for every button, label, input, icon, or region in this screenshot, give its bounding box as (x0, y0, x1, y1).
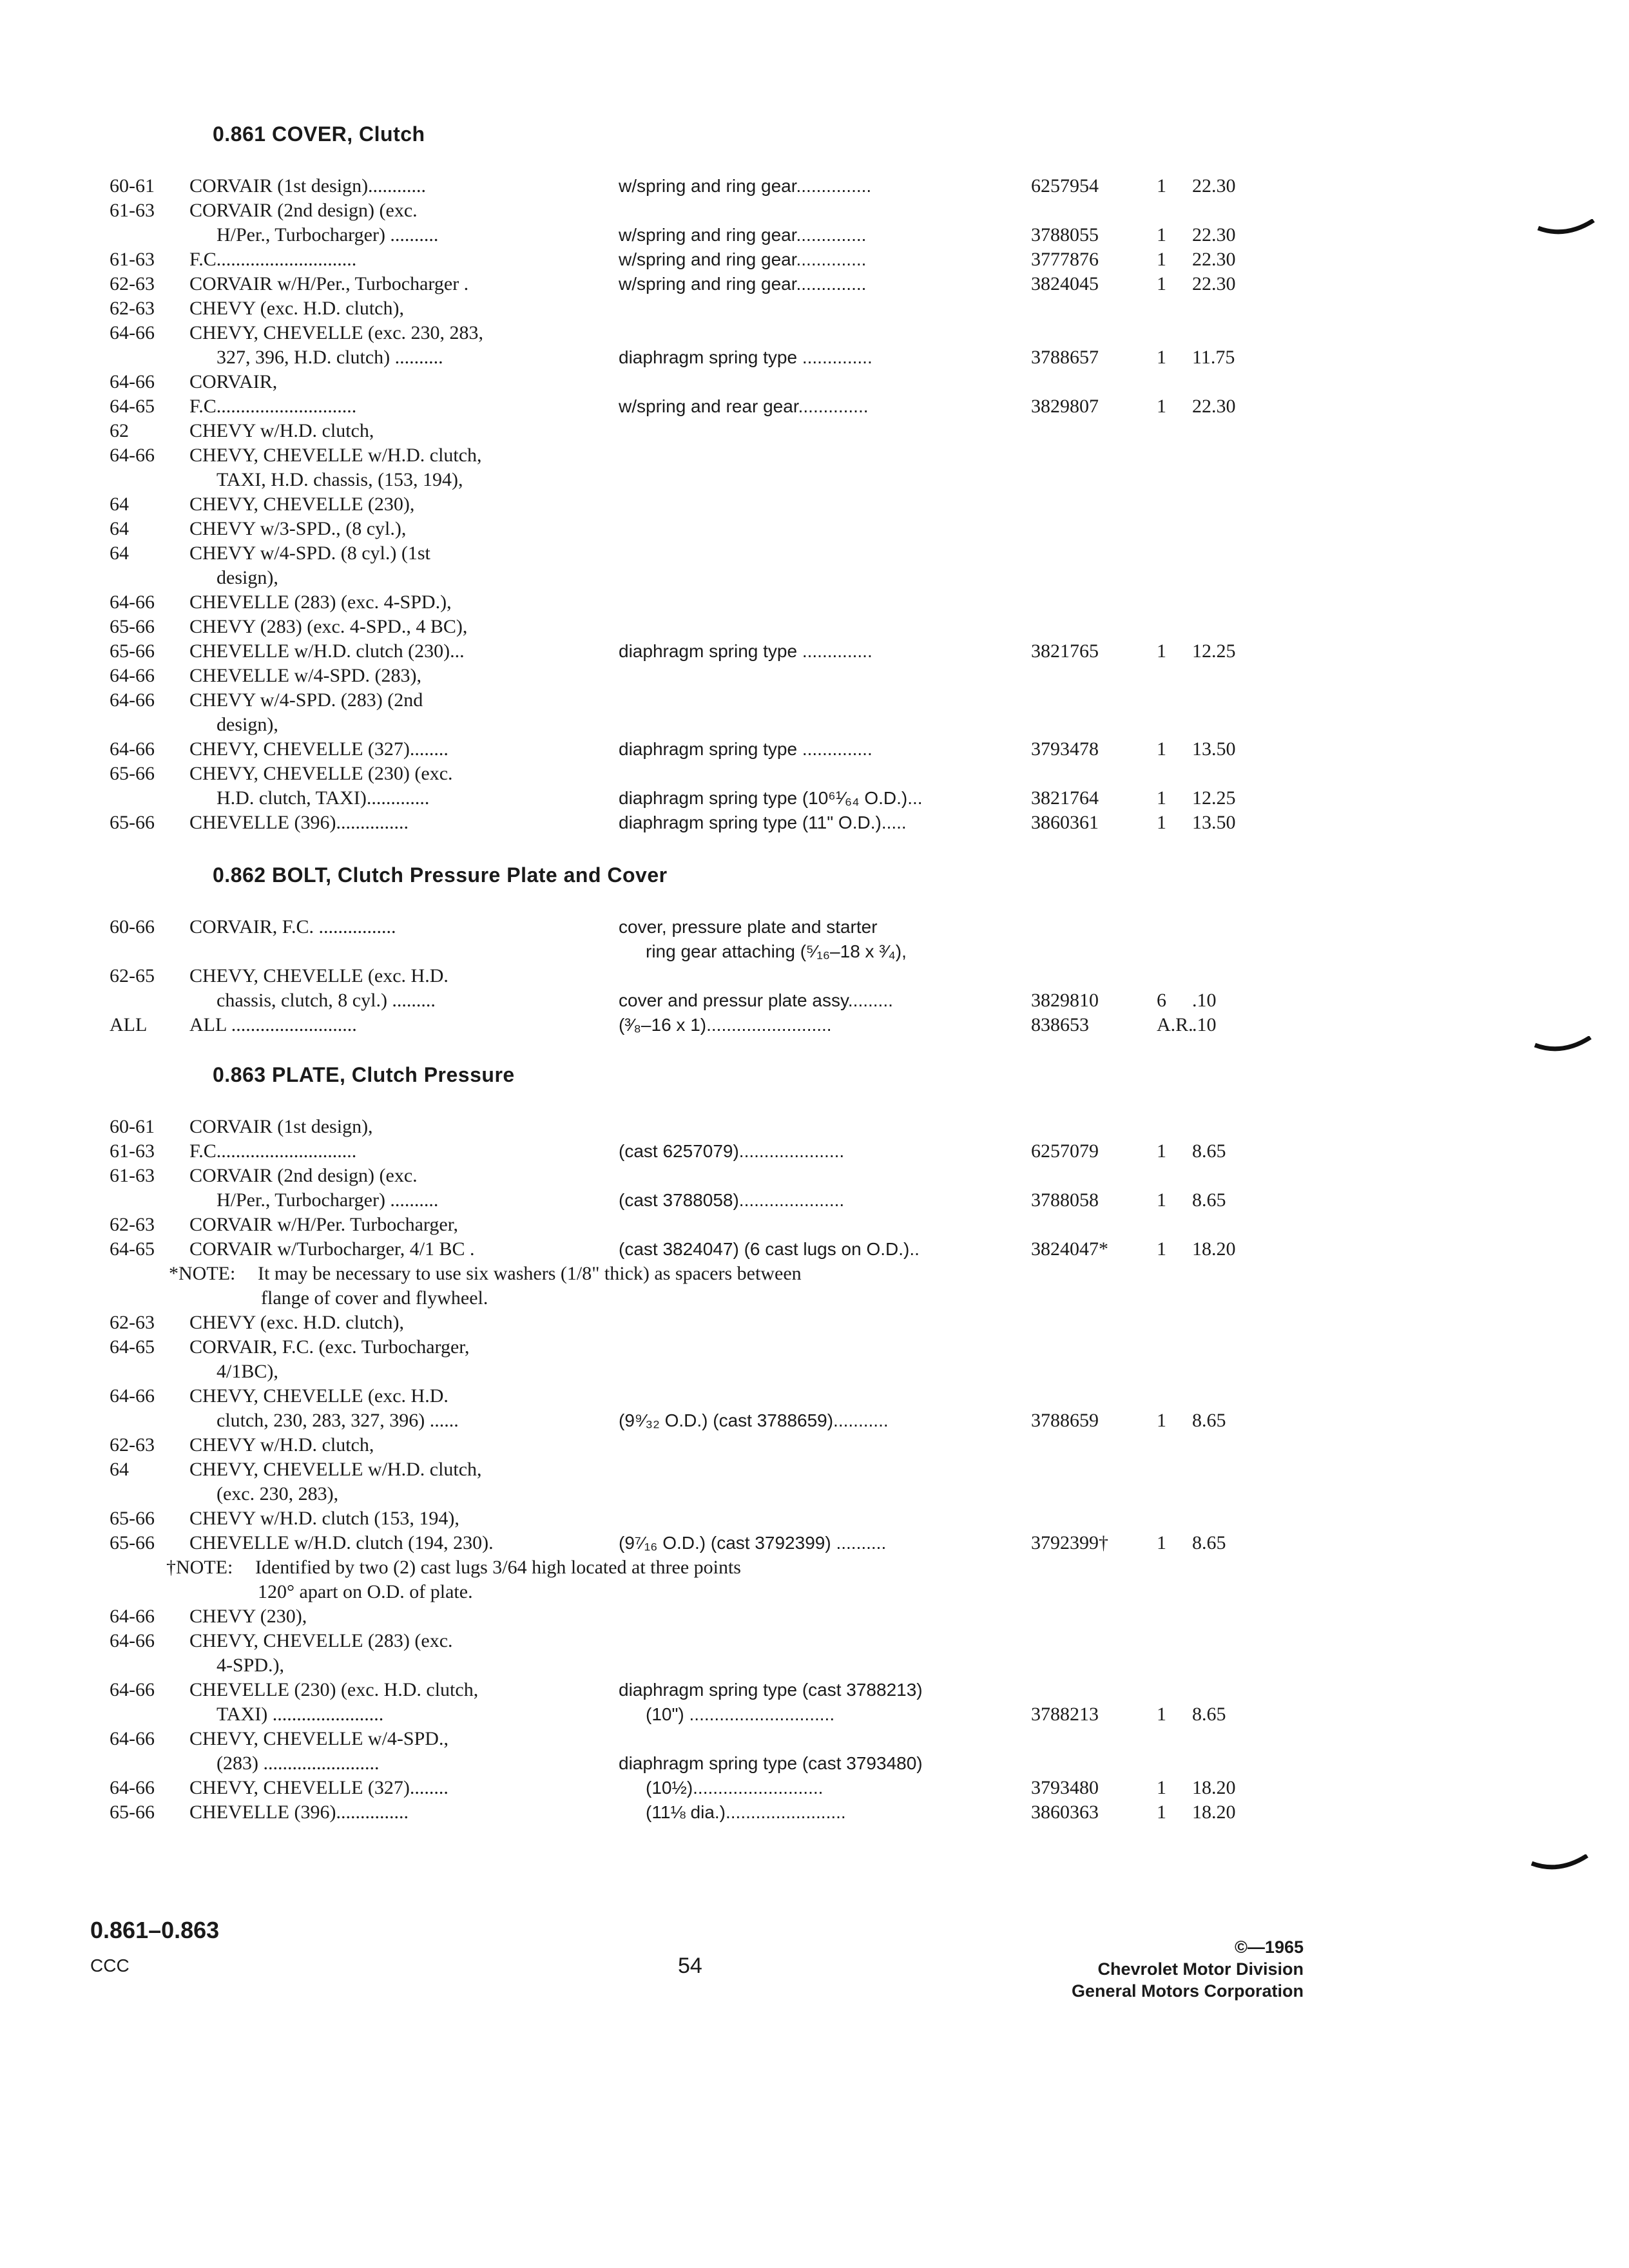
part-row (0, 1384, 1629, 1408)
year-cell: 64-66 (110, 689, 155, 711)
quantity-cell: 1 (1157, 1140, 1166, 1162)
year-cell: 64-66 (110, 445, 155, 466)
model-cell: CHEVY, CHEVELLE (230), (189, 494, 415, 515)
part-row (0, 664, 1629, 688)
model-cell: clutch, 230, 283, 327, 396) ...... (217, 1410, 459, 1431)
model-cell: 327, 396, H.D. clutch) .......... (217, 347, 443, 368)
model-cell: CHEVY w/H.D. clutch (153, 194), (189, 1508, 459, 1529)
part-row (0, 762, 1629, 786)
year-cell: 61-63 (110, 1140, 155, 1162)
part-number-cell: 3788213 (1031, 1704, 1099, 1725)
note-row (0, 1286, 1629, 1311)
year-cell: 64 (110, 1459, 129, 1480)
quantity-cell: 1 (1157, 738, 1166, 760)
year-cell: ALL (110, 1014, 148, 1035)
part-row (0, 1139, 1629, 1164)
part-row (0, 223, 1629, 247)
part-number-cell: 3792399† (1031, 1532, 1108, 1553)
price-cell: .10 (1192, 1014, 1217, 1035)
description-cell: (cast 3824047) (6 cast lugs on O.D.).. (619, 1239, 920, 1259)
part-row (0, 786, 1629, 811)
year-cell: 64-66 (110, 371, 155, 392)
part-number-cell: 3821764 (1031, 787, 1099, 809)
part-row (0, 1678, 1629, 1702)
part-row (0, 1457, 1629, 1482)
year-cell: 64-66 (110, 1679, 155, 1700)
quantity-cell: 1 (1157, 1189, 1166, 1211)
part-row (0, 713, 1629, 737)
description-cell: diaphragm spring type .............. (619, 739, 872, 759)
year-cell: 64-66 (110, 1385, 155, 1407)
section-title: 0.862 BOLT, Clutch Pressure Plate and Cover (213, 863, 668, 887)
section-title: 0.861 COVER, Clutch (213, 122, 425, 146)
part-row (0, 1629, 1629, 1653)
part-row (0, 517, 1629, 541)
model-cell: CHEVY (283) (exc. 4-SPD., 4 BC), (189, 616, 468, 637)
quantity-cell: 1 (1157, 224, 1166, 245)
parts-list (0, 174, 1629, 835)
quantity-cell: 1 (1157, 1238, 1166, 1260)
model-cell: CORVAIR, F.C. (exc. Turbocharger, (189, 1336, 470, 1358)
note-text: Identified by two (2) cast lugs 3/64 high located at three points (255, 1557, 741, 1578)
model-cell: (exc. 230, 283), (217, 1483, 339, 1504)
model-cell: CHEVY, CHEVELLE w/H.D. clutch, (189, 445, 482, 466)
part-number-cell: 3824047* (1031, 1238, 1108, 1260)
page-number: 54 (678, 1954, 702, 1978)
part-number-cell: 3860361 (1031, 812, 1099, 833)
description-cell: diaphragm spring type (10⁶¹⁄₆₄ O.D.)... (619, 788, 923, 808)
model-cell: design), (217, 714, 278, 735)
part-row (0, 1213, 1629, 1237)
year-cell: 65-66 (110, 1532, 155, 1553)
part-row (0, 1482, 1629, 1506)
model-cell: CHEVY, CHEVELLE (283) (exc. (189, 1630, 453, 1651)
quantity-cell: 1 (1157, 273, 1166, 294)
price-cell: 13.50 (1192, 738, 1236, 760)
part-number-cell: 3821765 (1031, 640, 1099, 662)
model-cell: CORVAIR (1st design), (189, 1116, 373, 1137)
part-row (0, 198, 1629, 223)
part-number-cell: 3793478 (1031, 738, 1099, 760)
model-cell: CORVAIR, (189, 371, 278, 392)
parts-list (0, 915, 1629, 1037)
year-cell: 64 (110, 543, 129, 564)
part-row (0, 1164, 1629, 1188)
description-cell: diaphragm spring type (cast 3788213) (619, 1680, 923, 1700)
part-row (0, 1335, 1629, 1360)
model-cell: CHEVY w/4-SPD. (283) (2nd (189, 689, 423, 711)
binder-mark-icon (1537, 219, 1595, 236)
price-cell: 18.20 (1192, 1777, 1236, 1798)
part-row (0, 1531, 1629, 1555)
part-row (0, 1360, 1629, 1384)
quantity-cell: 1 (1157, 1704, 1166, 1725)
note-row (0, 1262, 1629, 1286)
part-number-cell: 838653 (1031, 1014, 1089, 1035)
description-cell: diaphragm spring type .............. (619, 347, 872, 367)
price-cell: 11.75 (1192, 347, 1235, 368)
price-cell: 8.65 (1192, 1532, 1226, 1553)
model-cell: F.C............................. (189, 1140, 357, 1162)
description-cell: diaphragm spring type (11" O.D.)..... (619, 812, 907, 832)
model-cell: CORVAIR (1st design)............ (189, 175, 427, 197)
price-cell: .10 (1192, 990, 1217, 1011)
description-cell: diaphragm spring type .............. (619, 641, 872, 661)
part-row (0, 1115, 1629, 1139)
part-row (0, 321, 1629, 345)
year-cell: 64-66 (110, 322, 155, 343)
model-cell: 4/1BC), (217, 1361, 278, 1382)
model-cell: CHEVY, CHEVELLE w/H.D. clutch, (189, 1459, 482, 1480)
model-cell: design), (217, 567, 278, 588)
year-cell: 64-66 (110, 738, 155, 760)
year-cell: 61-63 (110, 1165, 155, 1186)
price-cell: 22.30 (1192, 249, 1236, 270)
part-row (0, 1311, 1629, 1335)
model-cell: CORVAIR (2nd design) (exc. (189, 200, 418, 221)
year-cell: 65-66 (110, 616, 155, 637)
quantity-cell: 1 (1157, 1532, 1166, 1553)
model-cell: CHEVY, CHEVELLE (exc. H.D. (189, 1385, 448, 1407)
model-cell: CHEVELLE (396)............... (189, 812, 409, 833)
price-cell: 22.30 (1192, 175, 1236, 197)
quantity-cell: 6 (1157, 990, 1166, 1011)
year-cell: 64-66 (110, 1777, 155, 1798)
year-cell: 62-63 (110, 273, 155, 294)
model-cell: H.D. clutch, TAXI)............. (217, 787, 430, 809)
model-cell: F.C............................. (189, 249, 357, 270)
footer-section-code: 0.861–0.863 (90, 1917, 220, 1943)
model-cell: H/Per., Turbocharger) .......... (217, 224, 439, 245)
model-cell: H/Per., Turbocharger) .......... (217, 1189, 439, 1211)
model-cell: CHEVELLE w/H.D. clutch (194, 230). (189, 1532, 494, 1553)
model-cell: CHEVY w/H.D. clutch, (189, 1434, 374, 1456)
note-text: It may be necessary to use six washers (1/8" thick) as spacers between (258, 1263, 802, 1284)
year-cell: 65-66 (110, 812, 155, 833)
description-cell: (cast 6257079)..................... (619, 1141, 845, 1161)
model-cell: CHEVY (230), (189, 1606, 307, 1627)
model-cell: CHEVY, CHEVELLE w/4-SPD., (189, 1728, 448, 1749)
part-row (0, 939, 1629, 964)
part-row (0, 419, 1629, 443)
copyright: ©—1965 (1235, 1937, 1304, 1957)
note-text: flange of cover and flywheel. (261, 1287, 488, 1309)
model-cell: ALL .......................... (189, 1014, 357, 1035)
part-row (0, 1506, 1629, 1531)
note-row (0, 1555, 1629, 1580)
year-cell: 62-63 (110, 1434, 155, 1456)
year-cell: 60-66 (110, 916, 155, 937)
model-cell: CHEVY, CHEVELLE (exc. 230, 283, (189, 322, 484, 343)
model-cell: chassis, clutch, 8 cyl.) ......... (217, 990, 436, 1011)
part-number-cell: 3788058 (1031, 1189, 1099, 1211)
part-row (0, 737, 1629, 762)
price-cell: 18.20 (1192, 1238, 1236, 1260)
part-row (0, 247, 1629, 272)
model-cell: CHEVELLE (230) (exc. H.D. clutch, (189, 1679, 479, 1700)
year-cell: 61-63 (110, 200, 155, 221)
part-row (0, 272, 1629, 296)
part-row (0, 468, 1629, 492)
model-cell: 4-SPD.), (217, 1655, 285, 1676)
corporation: General Motors Corporation (1071, 1981, 1304, 2001)
model-cell: CHEVY (exc. H.D. clutch), (189, 1312, 404, 1333)
description-cell: (9⁷⁄₁₆ O.D.) (cast 3792399) .......... (619, 1533, 887, 1553)
part-number-cell: 3788657 (1031, 347, 1099, 368)
footer-publisher (1072, 1936, 1304, 2002)
parts-list (0, 1115, 1629, 1825)
part-row (0, 615, 1629, 639)
binder-mark-icon (1530, 1854, 1588, 1871)
model-cell: CHEVELLE (396)............... (189, 1802, 409, 1823)
year-cell: 64-66 (110, 1630, 155, 1651)
year-cell: 64-65 (110, 1238, 155, 1260)
division: Chevrolet Motor Division (1097, 1959, 1304, 1979)
part-row (0, 174, 1629, 198)
part-row (0, 296, 1629, 321)
part-row (0, 394, 1629, 419)
price-cell: 8.65 (1192, 1140, 1226, 1162)
model-cell: CHEVY, CHEVELLE (exc. H.D. (189, 965, 448, 986)
part-row (0, 541, 1629, 566)
price-cell: 8.65 (1192, 1704, 1226, 1725)
note-prefix: *NOTE: (169, 1263, 236, 1284)
part-row (0, 964, 1629, 988)
part-row (0, 370, 1629, 394)
part-row (0, 915, 1629, 939)
quantity-cell: 1 (1157, 175, 1166, 197)
part-row (0, 1751, 1629, 1776)
year-cell: 64-66 (110, 1728, 155, 1749)
description-cell: w/spring and ring gear.............. (619, 249, 867, 269)
model-cell: CHEVELLE w/H.D. clutch (230)... (189, 640, 465, 662)
price-cell: 8.65 (1192, 1410, 1226, 1431)
description-cell: (11⅛ dia.)........................ (646, 1802, 846, 1822)
model-cell: CORVAIR w/H/Per. Turbocharger, (189, 1214, 458, 1235)
part-number-cell: 3829810 (1031, 990, 1099, 1011)
description-cell: (10½).......................... (646, 1778, 824, 1798)
part-number-cell: 6257954 (1031, 175, 1099, 197)
part-number-cell: 3860363 (1031, 1802, 1099, 1823)
part-row (0, 1237, 1629, 1262)
quantity-cell: 1 (1157, 1802, 1166, 1823)
footer-ccc: CCC (90, 1956, 130, 1975)
price-cell: 22.30 (1192, 224, 1236, 245)
year-cell: 62-65 (110, 965, 155, 986)
model-cell: CORVAIR w/H/Per., Turbocharger . (189, 273, 469, 294)
quantity-cell: 1 (1157, 1410, 1166, 1431)
part-number-cell: 6257079 (1031, 1140, 1099, 1162)
year-cell: 60-61 (110, 1116, 155, 1137)
model-cell: CORVAIR, F.C. ................ (189, 916, 396, 937)
part-number-cell: 3829807 (1031, 396, 1099, 417)
price-cell: 8.65 (1192, 1189, 1226, 1211)
price-cell: 12.25 (1192, 787, 1236, 809)
model-cell: F.C............................. (189, 396, 357, 417)
description-cell: w/spring and ring gear.............. (619, 274, 867, 294)
description-cell: (9⁹⁄₃₂ O.D.) (cast 3788659)........... (619, 1410, 889, 1430)
part-number-cell: 3777876 (1031, 249, 1099, 270)
year-cell: 64-66 (110, 591, 155, 613)
part-row (0, 1776, 1629, 1800)
part-row (0, 1433, 1629, 1457)
year-cell: 62 (110, 420, 129, 441)
part-row (0, 1013, 1629, 1037)
model-cell: CHEVY, CHEVELLE (327)........ (189, 738, 448, 760)
part-number-cell: 3788055 (1031, 224, 1099, 245)
model-cell: (283) ........................ (217, 1753, 380, 1774)
year-cell: 62-63 (110, 1214, 155, 1235)
model-cell: CHEVY w/4-SPD. (8 cyl.) (1st (189, 543, 430, 564)
model-cell: CHEVY, CHEVELLE (327)........ (189, 1777, 448, 1798)
description-cell: (³⁄₈–16 x 1)......................... (619, 1015, 832, 1035)
price-cell: 22.30 (1192, 396, 1236, 417)
binder-mark-icon (1534, 1036, 1592, 1053)
part-row (0, 1604, 1629, 1629)
part-row (0, 1727, 1629, 1751)
part-number-cell: 3788659 (1031, 1410, 1099, 1431)
quantity-cell: 1 (1157, 396, 1166, 417)
part-row (0, 1800, 1629, 1825)
quantity-cell: 1 (1157, 640, 1166, 662)
part-number-cell: 3793480 (1031, 1777, 1099, 1798)
part-row (0, 590, 1629, 615)
part-row (0, 688, 1629, 713)
quantity-cell: A.R. (1157, 1014, 1193, 1035)
description-cell: w/spring and ring gear.............. (619, 225, 867, 245)
note-prefix: †NOTE: (166, 1557, 233, 1578)
part-row (0, 1408, 1629, 1433)
part-row (0, 1702, 1629, 1727)
year-cell: 61-63 (110, 249, 155, 270)
year-cell: 64-65 (110, 1336, 155, 1358)
part-number-cell: 3824045 (1031, 273, 1099, 294)
description-cell: cover, pressure plate and starter (619, 917, 878, 937)
part-row (0, 639, 1629, 664)
price-cell: 22.30 (1192, 273, 1236, 294)
quantity-cell: 1 (1157, 787, 1166, 809)
part-row (0, 566, 1629, 590)
quantity-cell: 1 (1157, 249, 1166, 270)
part-row (0, 443, 1629, 468)
description-cell: diaphragm spring type (cast 3793480) (619, 1753, 923, 1773)
model-cell: CHEVY w/3-SPD., (8 cyl.), (189, 518, 407, 539)
model-cell: CHEVY, CHEVELLE (230) (exc. (189, 763, 453, 784)
year-cell: 64 (110, 518, 129, 539)
year-cell: 64-66 (110, 1606, 155, 1627)
section-title: 0.863 PLATE, Clutch Pressure (213, 1063, 515, 1086)
note-row (0, 1580, 1629, 1604)
price-cell: 12.25 (1192, 640, 1236, 662)
price-cell: 18.20 (1192, 1802, 1236, 1823)
model-cell: CHEVY w/H.D. clutch, (189, 420, 374, 441)
model-cell: CHEVY (exc. H.D. clutch), (189, 298, 404, 319)
part-row (0, 811, 1629, 835)
year-cell: 62-63 (110, 1312, 155, 1333)
model-cell: TAXI, H.D. chassis, (153, 194), (217, 469, 463, 490)
year-cell: 65-66 (110, 640, 155, 662)
note-text: 120° apart on O.D. of plate. (258, 1581, 473, 1602)
quantity-cell: 1 (1157, 347, 1166, 368)
model-cell: TAXI) ....................... (217, 1704, 384, 1725)
quantity-cell: 1 (1157, 812, 1166, 833)
model-cell: CORVAIR w/Turbocharger, 4/1 BC . (189, 1238, 475, 1260)
year-cell: 62-63 (110, 298, 155, 319)
part-row (0, 1188, 1629, 1213)
description-cell: (cast 3788058)..................... (619, 1190, 845, 1210)
model-cell: CHEVELLE w/4-SPD. (283), (189, 665, 421, 686)
quantity-cell: 1 (1157, 1777, 1166, 1798)
year-cell: 65-66 (110, 1802, 155, 1823)
price-cell: 13.50 (1192, 812, 1236, 833)
year-cell: 64 (110, 494, 129, 515)
description-cell: cover and pressur plate assy......... (619, 990, 893, 1010)
year-cell: 60-61 (110, 175, 155, 197)
part-row (0, 1653, 1629, 1678)
description-cell: w/spring and ring gear............... (619, 176, 872, 196)
description-cell: (10") ............................. (646, 1704, 835, 1724)
description-cell: ring gear attaching (⁵⁄₁₆–18 x ³⁄₄), (646, 941, 907, 961)
year-cell: 64-66 (110, 665, 155, 686)
year-cell: 64-65 (110, 396, 155, 417)
part-row (0, 345, 1629, 370)
description-cell: w/spring and rear gear.............. (619, 396, 869, 416)
part-row (0, 492, 1629, 517)
year-cell: 65-66 (110, 763, 155, 784)
model-cell: CHEVELLE (283) (exc. 4-SPD.), (189, 591, 452, 613)
part-row (0, 988, 1629, 1013)
year-cell: 65-66 (110, 1508, 155, 1529)
model-cell: CORVAIR (2nd design) (exc. (189, 1165, 418, 1186)
